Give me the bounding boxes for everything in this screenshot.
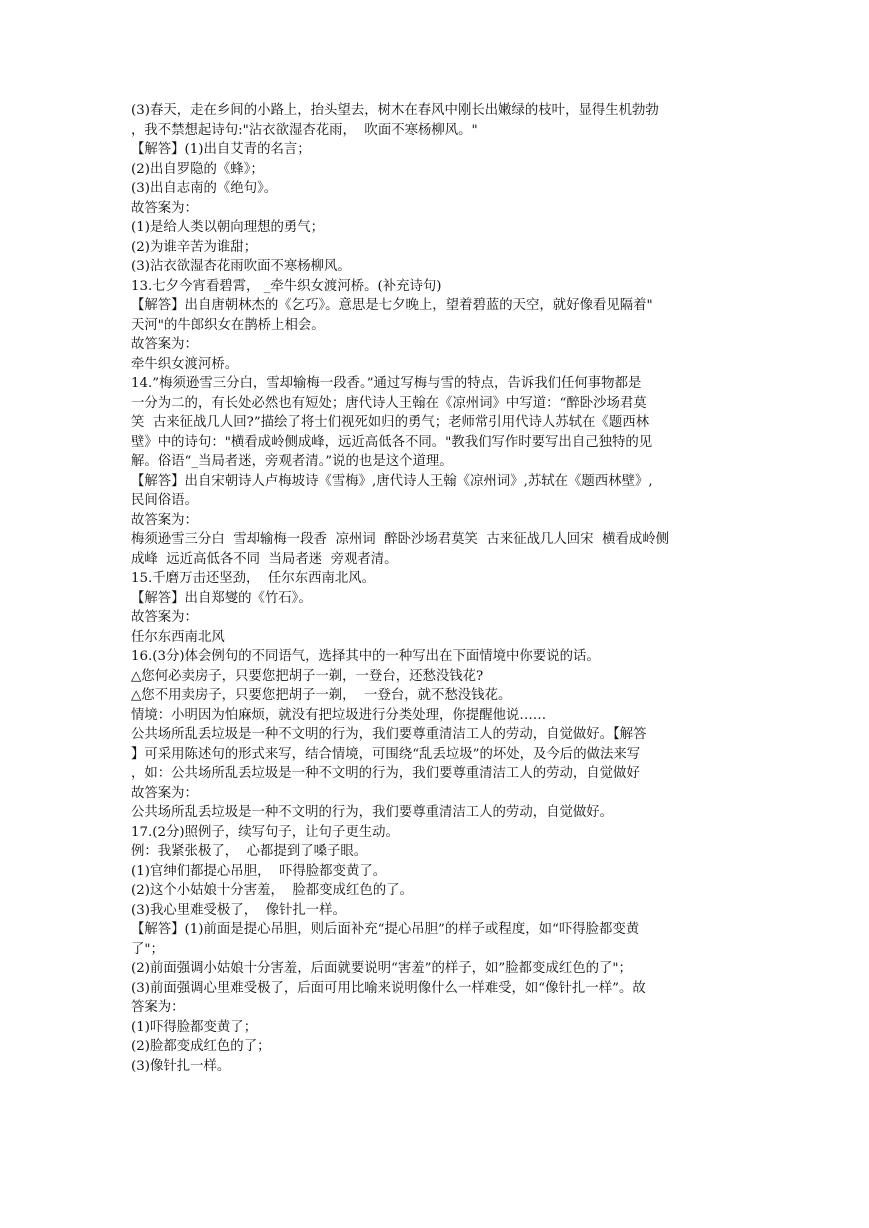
text-line: (2)前面强调小姑娘十分害羞，后面就要说明“害羞”的样子，如”脸都变成红色的了"； [131,961,632,976]
text-line: 故答案为： [131,785,198,801]
text-line: △您何必卖房子，只要您把胡子一剃，一登台，还愁没钱花? [131,668,484,684]
text-line: 牵牛织女渡河桥。 [131,356,239,372]
text-line: 14.”梅须逊雪三分白，雪却输梅一段香。”通过写梅与雪的特点，告诉我们任何事物都是 [131,376,642,391]
text-line: (2)脸都变成红色的了； [131,1039,271,1054]
text-line: 一分为二的，有长处必然也有短处；唐代诗人王翰在《凉州词》中写道：“醉卧沙场君莫 [131,395,647,411]
text-line: △您不用卖房子，只要您把胡子一剃， 一登台，就不愁没钱花。 [131,688,512,703]
text-line: 解。俗语“_当局者迷，旁观者清。”说的也是这个道理。 [131,454,453,469]
text-line: 壁》中的诗句："横看成岭侧成峰，远近高低各不同。"教我们写作时要写出自己独特的见 [131,434,653,450]
text-line: 成峰 远近高低各不同 当局者迷 旁观者清。 [131,551,398,567]
text-line: 15.千磨万击还坚劲， 任尔东西南北风。 [131,571,376,586]
text-line: 梅须逊雪三分白 雪却输梅一段香 凉州词 醉卧沙场君莫笑 古来征战几人回宋 横看成岭侧 [131,532,670,547]
text-line: 【解答】出自宋朝诗人卢梅坡诗《雪梅》,唐代诗人王翰《凉州词》,苏轼在《题西林壁》, [131,473,653,489]
text-line: 16.(3分)体会例句的不同语气，选择其中的一种写出在下面情境中你要说的话。 [131,649,600,664]
text-line: 了"； [131,941,164,957]
text-line: (3)出自志南的《绝句》。 [131,181,278,196]
text-line: 公共场所乱丢垃圾是一种不文明的行为，我们要尊重清洁工人的劳动，自觉做好。【解答 [131,727,647,742]
text-line: 【解答】(1)出自艾青的名言； [131,142,311,157]
text-line: 】可采用陈述句的形式来写，结合情境，可围绕“乱丢垃圾”的坏处，及今后的做法来写 [131,746,641,762]
text-line: 答案为： [131,1000,185,1015]
text-line: (2)为谁辛苦为谁甜； [131,239,258,255]
text-line: 任尔东西南北风 [131,629,225,645]
text-line: 13.七夕今宵看碧霄， _牵牛织女渡河桥。(补充诗句) [131,278,442,294]
text-line: (2)这个小姑娘十分害羞， 脸都变成红色的了。 [131,883,413,898]
text-line: 故答案为： [131,200,198,216]
document-page [131,101,741,1076]
text-line: 故答案为： [131,610,198,625]
text-line: ，我不禁想起诗句:"沾衣欲湿杏花雨， 吹面不寒杨柳风。" [131,122,478,138]
text-line: (3)春天，走在乡间的小路上，抬头望去，树木在春风中刚长出嫩绿的枝叶，显得生机勃勃 [131,103,659,118]
text-line: 公共场所乱丢垃圾是一种不文明的行为，我们要尊重清洁工人的劳动，自觉做好。 [131,805,614,820]
text-line: 17.(2分)照例子，续写句子，让句子更生动。 [131,824,399,840]
text-line: (1)官绅们都提心吊胆， 吓得脸都变黄了。 [131,863,387,879]
text-line: 【解答】(1)前面是提心吊胆，则后面补充“提心吊胆”的样子或程度，如“吓得脸都变黄 [131,922,640,937]
text-line: (3)前面强调心里难受极了，后面可用比喻来说明像什么一样难受，如“像针扎一样”。故 [131,980,646,996]
text-line: (1)是给人类以朝向理想的勇气； [131,220,325,235]
text-line: 故答案为： [131,512,198,528]
text-line: ，如：公共场所乱丢垃圾是一种不文明的行为，我们要尊重清洁工人的劳动，自觉做好 [131,766,640,781]
text-line: (2)出自罗隐的《蜂》； [131,161,264,177]
text-line: 【解答】出自唐朝林杰的《乞巧》。意思是七夕晚上，望着碧蓝的天空，就好像看见隔着" [131,298,653,313]
text-line: (3)我心里难受极了， 像针扎一样。 [131,902,346,918]
text-line: (3)像针扎一样。 [131,1058,231,1074]
text-line: 情境：小明因为怕麻烦，就没有把垃圾进行分类处理，你提醒他说…… [131,707,547,723]
text-line: 例：我紧张极了， 心都提到了嗓子眼。 [131,844,368,859]
text-line: 民间俗语。 [131,493,198,508]
text-line: 故答案为： [131,337,198,352]
text-line: 天河"的牛郎织女在鹊桥上相会。 [131,317,325,333]
text-line: 【解答】出自郑燮的《竹石》。 [131,590,312,606]
text-line: (3)沾衣欲湿杏花雨吹面不寒杨柳风。 [131,259,351,274]
text-line: 笑 古来征战几人回?”描绘了将士们视死如归的勇气；老师常引用代诗人苏轼在《题西林 [131,415,649,430]
text-line: (1)吓得脸都变黄了； [131,1019,258,1035]
